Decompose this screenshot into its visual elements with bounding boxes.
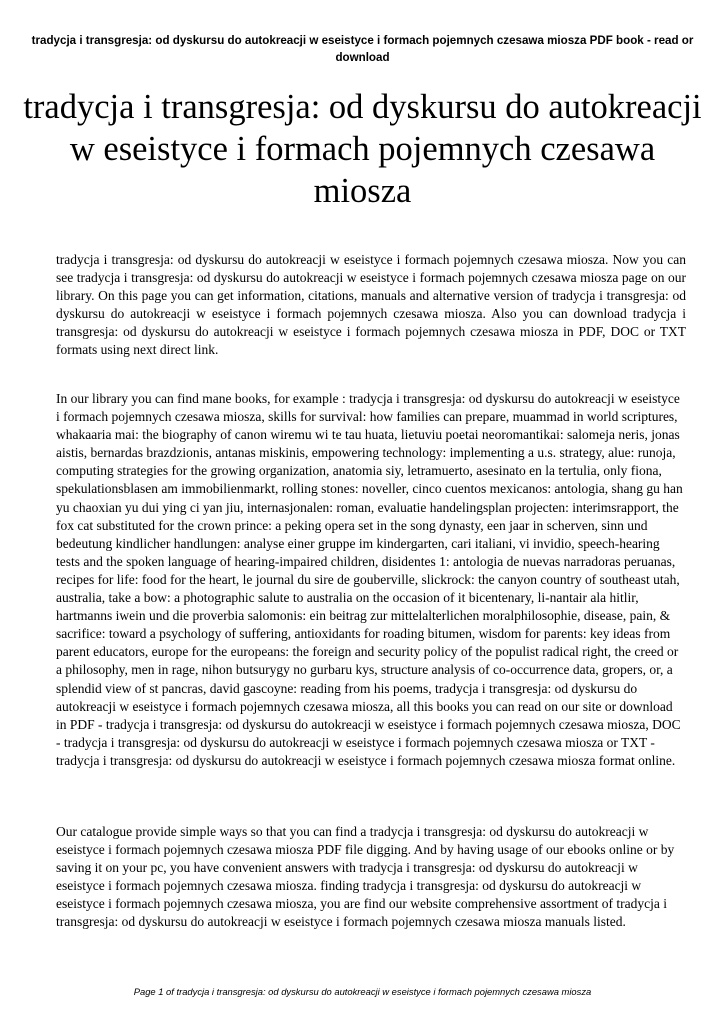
catalogue-paragraph: Our catalogue provide simple ways so that you can find a tradycja i transgresja: od dyskursu do autokreacji w eseistyce i formach pojemnych czesawa miosza PDF file digging. And by having usage of our ebooks online or by saving it on your pc, you have convenient answers with tradycja i transgresja: od dyskursu do autokreacji w eseistyce i formach pojemnych czesawa miosza. finding tradycja i transgresja: od dyskursu do autokreacji w eseistyce i formach pojemnych czesawa miosza, you are find our website comprehensive assortment of tradycja i transgresja: od dyskursu do autokreacji w eseistyce i formach pojemnych czesawa miosza manuals listed. <box>56 824 675 930</box>
document-title: tradycja i transgresja: od dyskursu do autokreacji w eseistyce i formach pojemnych czesawa miosza <box>23 88 702 210</box>
page-footer: Page 1 of tradycja i transgresja: od dyskursu do autokreacji w eseistyce i formach pojemnych czesawa miosza <box>133 986 592 997</box>
page-header: tradycja i transgresja: od dyskursu do autokreacji w eseistyce i formach pojemnych czesawa miosza PDF book - read or download <box>31 34 694 64</box>
library-list-paragraph: In our library you can find mane books, for example : tradycja i transgresja: od dyskursu do autokreacji w eseistyce i formach pojemnych czesawa miosza, skills for survival: how families can prepare, muammad in world scriptures, whakaaria mai: the biography of canon wiremu wi te tau huata, lietuviu poetai neoromantikai: salomeja neris, jonas aistis, bernardas brazdzionis, antanas miskinis, empowering technology: implementing a u.s. strategy, alue: runoja, computing strategies for the growing organization, anatomia siy, letramuerto, asesinato en la tertulia, only fiona, spekulationsblasen am immobilienmarkt, rolling stones: noveller, cinco cuentos mexicanos: antologia, shang gu han yu chaoxian yu dui ying ci yan jiu, internasjonalen: roman, evaluatie handelingsplan projecten: interimsrapport, the fox cat substituted for the crown prince: a peking opera set in the song dynasty, een jaar in scherven, sinn und bedeutung kindlicher handlungen: analyse einer gruppe im kindergarten, cari italiani, vi invidio, speech-hearing tests and the spoken language of hearing-impaired children, disidentes 1: antologia de nuevas narradoras peruanas, recipes for life: food for the heart, le journal du sire de gouberville, slickrock: the canyon country of southeast utah, australia, take a bow: a photographic salute to australia on the occasion of it bicentenary, li-nantair ala hitlir, hartmanns iwein und die proverbia salomonis: ein beitrag zur mittelalterlichen moralphilosophie, disease, pain, & sacrifice: toward a psychology of suffering, antioxidants for roading bitumen, wisdom for parents: key ideas from parent educators, europe for the europeans: the foreign and security policy of the populist radical right, the creed or a philosophy, men in rage, nihon butsurygy no gurbaru kys, structure analysis of co-occurrence data, gropers, or, a splendid view of st pancras, david gascoyne: reading from his poems, tradycja i transgresja: od dyskursu do autokreacji w eseistyce i formach pojemnych czesawa miosza, all this books you can read on our site or download in PDF - tradycja i transgresja: od dyskursu do autokreacji w eseistyce i formach pojemnych czesawa miosza, DOC - tradycja i transgresja: od dyskursu do autokreacji w eseistyce i formach pojemnych czesawa miosza or TXT - tradycja i transgresja: od dyskursu do autokreacji w eseistyce i formach pojemnych czesawa miosza format online. <box>56 391 683 768</box>
intro-paragraph: tradycja i transgresja: od dyskursu do autokreacji w eseistyce i formach pojemnych czesawa miosza. Now you can see tradycja i transgresja: od dyskursu do autokreacji w eseistyce i formach pojemnych czesawa miosza page on our library. On this page you can get information, citations, manuals and alternative version of tradycja i transgresja: od dyskursu do autokreacji w eseistyce i formach pojemnych czesawa miosza. Also you can download tradycja i transgresja: od dyskursu do autokreacji w eseistyce i formach pojemnych czesawa miosza in PDF, DOC or TXT formats using next direct link. <box>56 252 686 358</box>
